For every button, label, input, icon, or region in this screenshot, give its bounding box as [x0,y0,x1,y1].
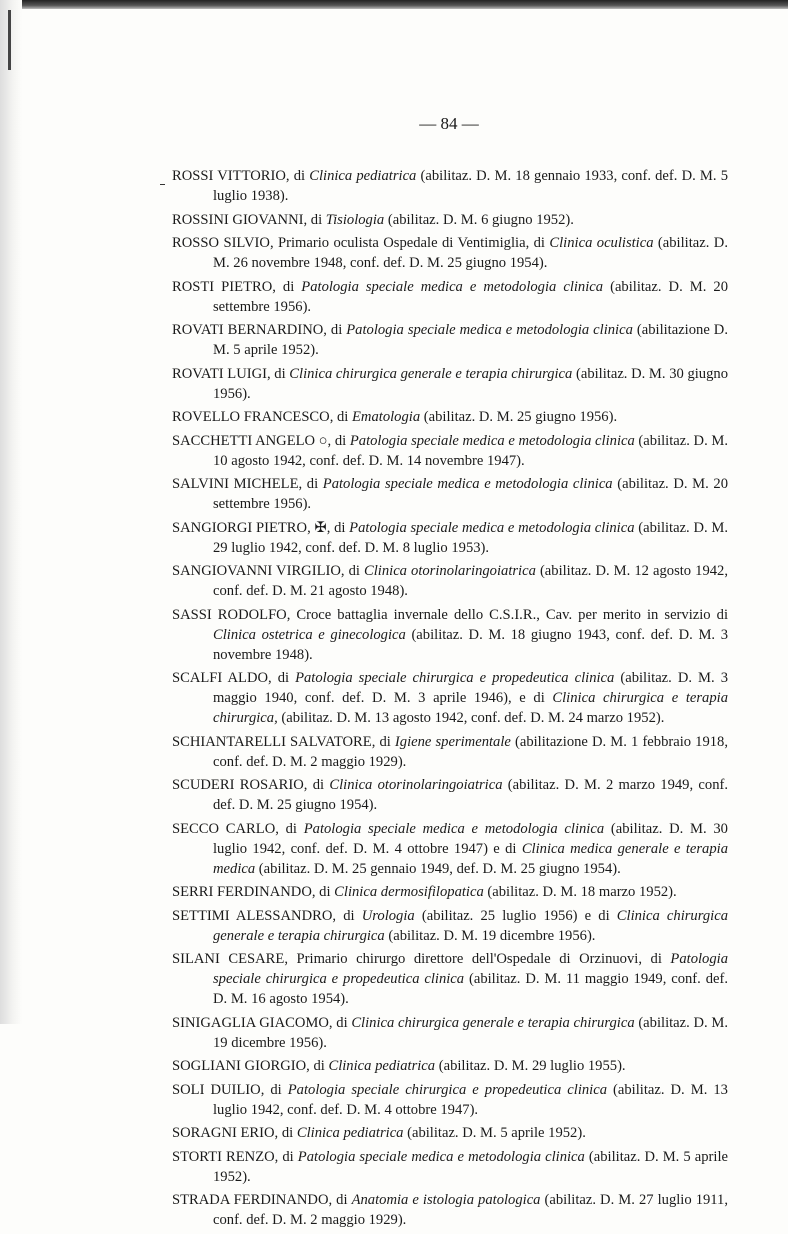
entry-text: (abilitaz. D. M. 29 luglio 1942, conf. def. D. M. 8 luglio 1953). [213,519,728,556]
entry-name: ROVELLO FRANCESCO, di [172,409,353,425]
entry-name: SILANI CESARE, Primario chirurgo direttore dell'Ospedale di Orzinuovi, di [172,951,671,967]
entry-subject: Clinica oculistica [549,235,654,251]
entry-subject: Patologia speciale medica e metodologia clinica [322,476,613,492]
entry-subject: Clinica chirurgica generale e terapia chirurgica [213,907,728,944]
list-item [172,364,728,404]
entry-subject: Clinica chirurgica generale e terapia chirurgica [289,365,573,382]
entry-subject: Clinica otorinolaringoiatrica [364,563,536,579]
scan-left-edge [0,0,22,1024]
entry-text: (abilitaz. 25 luglio 1956) e di [414,907,617,924]
list-item [172,949,728,1009]
entry-text: (abilitaz. D. M. 25 gennaio 1949, def. D. M. 25 giugno 1954). [255,860,621,877]
entry-text: (abilitazione D. M. 1 febbraio 1918, conf. def. D. M. 2 maggio 1929). [213,733,729,770]
list-item [172,1080,728,1120]
entry-subject: Patologia speciale medica e metodologia clinica [349,432,635,449]
entry-subject: Patologia speciale chirurgica e propedeutica clinica [213,951,728,987]
entry-name: ROVATI BERNARDINO, di [172,322,347,338]
entry-subject: Urologia [361,907,415,924]
list-item [172,906,728,946]
entry-text: (abilitaz. D. M. 13 agosto 1942, conf. def. D. M. 24 marzo 1952). [277,710,665,726]
entry-text: (abilitaz. D. M. 30 luglio 1942, conf. def. D. M. 4 ottobre 1947) e di [213,820,728,857]
entry-name: ROSSI VITTORIO, di [172,168,310,184]
entry-text: (abilitaz. D. M. 29 luglio 1955). [435,1058,626,1074]
page-number: — 84 — [419,114,479,133]
entry-subject: Patologia speciale medica e metodologia clinica [297,1148,585,1165]
list-item [172,320,728,360]
entry-name: STRADA FERDINANDO, di [172,1192,352,1208]
entry-text: (abilitaz. D. M. 5 aprile 1952). [213,1148,728,1185]
list-item [172,732,728,772]
entry-name: SCHIANTARELLI SALVATORE, di [172,733,395,750]
list-item [172,668,728,728]
entry-name: SETTIMI ALESSANDRO, di [172,907,362,924]
list-item [172,819,728,879]
entry-subject: Patologia speciale chirurgica e propedeutica clinica [295,670,615,686]
entry-text: (abilitaz. D. M. 19 dicembre 1956). [384,927,596,944]
entry-text: (abilitazione D. M. 5 aprile 1952). [213,322,728,358]
list-item [172,166,728,206]
entry-name: ROSTI PIETRO, di [172,278,302,295]
entry-text: (abilitaz. D. M. 2 marzo 1949, conf. def. D. M. 25 giugno 1954). [213,777,729,813]
entry-text: (abilitaz. D. M. 20 settembre 1956). [213,476,728,512]
entry-text: (abilitaz. D. M. 10 agosto 1942, conf. def. D. M. 14 novembre 1947). [213,432,728,469]
entry-subject: Clinica pediatrica [296,1125,404,1141]
entry-name: SOGLIANI GIORGIO, di [172,1058,329,1074]
entry-subject: Patologia speciale medica e metodologia clinica [303,820,605,837]
entry-name: SECCO CARLO, di [172,820,304,837]
entry-name: STORTI RENZO, di [172,1148,298,1165]
entry-subject: Patologia speciale medica e metodologia clinica [301,278,604,295]
entry-text: (abilitaz. D. M. 20 settembre 1956). [213,278,728,315]
list-item [172,233,728,273]
entry-subject: Clinica pediatrica [328,1058,436,1074]
entry-subject: Clinica dermosifilopatica [334,884,484,900]
entry-name: SCUDERI ROSARIO, di [172,777,330,793]
entry-text: (abilitaz. D. M. 12 agosto 1942, conf. def. D. M. 21 agosto 1948). [213,563,728,599]
entry-subject: Tisiologia [325,211,385,228]
entry-name: SERRI FERDINANDO, di [172,884,335,900]
list-item [172,431,728,471]
entry-subject: Patologia speciale chirurgica e propedeutica clinica [287,1081,607,1098]
entry-name: SCALFI ALDO, di [172,670,296,686]
entry-name: SANGIORGI PIETRO, ✠, di [172,519,350,536]
entry-subject: Patologia speciale medica e metodologia clinica [346,322,633,338]
entry-subject: Igiene sperimentale [394,733,511,750]
list-item [172,277,728,317]
margin-mark [160,184,165,185]
list-item [172,882,728,902]
entry-subject: Clinica medica generale e terapia medica [213,840,728,877]
list-item [172,210,728,230]
entry-text: (abilitaz. D. M. 18 gennaio 1933, conf. def. D. M. 5 luglio 1938). [213,168,729,204]
entry-text: (abilitaz. D. M. 3 maggio 1940, conf. def. D. M. 3 aprile 1946), e di [213,670,728,706]
entry-text: (abilitaz. D. M. 30 giugno 1956). [213,365,728,402]
entry-subject: Clinica ostetrica e ginecologica [213,626,406,643]
entry-subject: Clinica chirurgica e terapia chirurgica, [213,690,728,726]
list-item [172,1123,728,1143]
entry-name: SACCHETTI ANGELO ○, di [172,432,350,449]
entry-name: SASSI RODOLFO, Croce battaglia invernale dello C.S.I.R., Cav. per merito in servizio di [172,606,728,623]
entry-text: (abilitaz. D. M. 13 luglio 1942, conf. def. D. M. 4 ottobre 1947). [213,1081,728,1118]
entry-name: SORAGNI ERIO, di [172,1125,297,1141]
entry-name: SINIGAGLIA GIACOMO, di [172,1014,352,1031]
list-item [172,518,728,558]
entry-name: SANGIOVANNI VIRGILIO, di [172,563,364,579]
list-item [172,1147,728,1187]
entry-text: (abilitaz. D. M. 6 giugno 1952). [384,211,574,228]
list-item [172,561,728,601]
entry-subject: Ematologia [352,409,421,425]
entry-subject: Anatomia e istologia patologica [351,1192,541,1208]
entry-name: ROVATI LUIGI, di [172,365,290,382]
list-item [172,605,728,665]
list-item [172,1190,728,1230]
entry-text: (abilitaz. D. M. 11 maggio 1949, conf. def. D. M. 16 agosto 1954). [213,971,728,1007]
entry-subject: Clinica chirurgica generale e terapia chirurgica [351,1014,635,1031]
entry-subject: Clinica pediatrica [309,168,417,184]
entry-name: ROSSINI GIOVANNI, di [172,211,326,228]
list-item [172,1056,728,1076]
entry-name: ROSSO SILVIO, Primario oculista Ospedale di Ventimiglia, di [172,235,550,251]
entry-name: SOLI DUILIO, di [172,1081,288,1098]
entry-text: (abilitaz. D. M. 27 luglio 1911, conf. def. D. M. 2 maggio 1929). [213,1192,728,1228]
entry-text: (abilitaz. D. M. 18 marzo 1952). [483,884,677,900]
entry-text: (abilitaz. D. M. 25 giugno 1956). [420,409,618,425]
entry-list [172,166,728,1234]
list-item [172,474,728,514]
list-item [172,1013,728,1053]
entry-text: (abilitaz. D. M. 18 giugno 1943, conf. def. D. M. 3 novembre 1948). [213,626,729,663]
entry-text: (abilitaz. D. M. 5 aprile 1952). [403,1125,586,1141]
scan-top-edge [0,0,788,9]
entry-text: (abilitaz. D. M. 19 dicembre 1956). [213,1014,728,1051]
list-item [172,775,728,815]
list-item [172,407,728,427]
entry-subject: Patologia speciale medica e metodologia clinica [349,519,635,536]
entry-subject: Clinica otorinolaringoiatrica [329,777,503,793]
entry-name: SALVINI MICHELE, di [172,476,323,492]
entry-text: (abilitaz. D. M. 26 novembre 1948, conf. def. D. M. 25 giugno 1954). [213,235,728,271]
